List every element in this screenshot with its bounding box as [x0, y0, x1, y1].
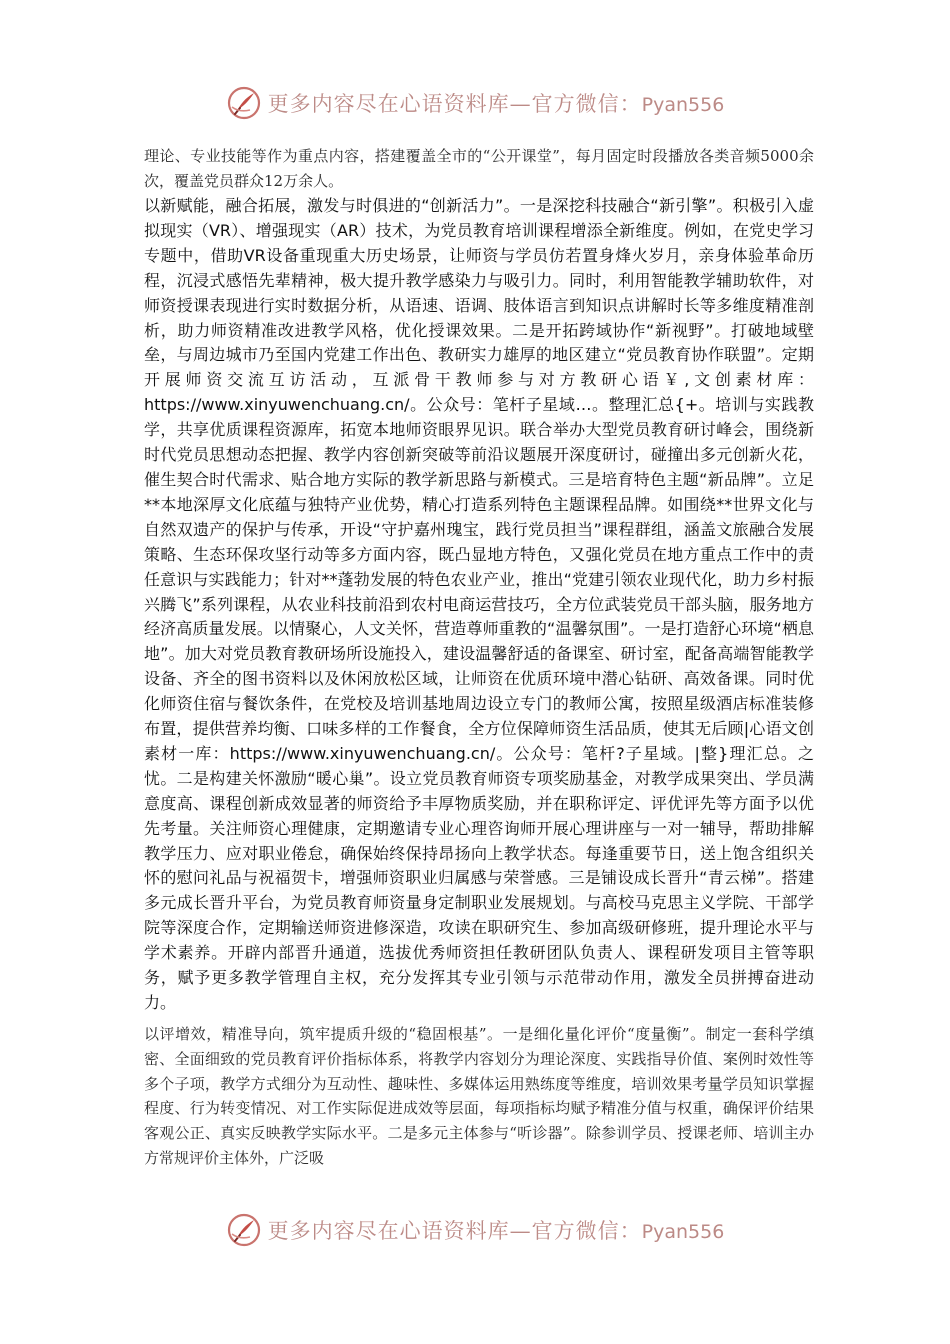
footer-banner [0, 1206, 950, 1254]
banner-title [268, 88, 725, 118]
header-banner [0, 79, 950, 127]
footer-wechat-id: Pyan556 [641, 1221, 725, 1243]
feather-pen-circle-logo-icon [226, 85, 262, 121]
footer-banner-text: 更多内容尽在心语资料库—官方微信： [267, 1219, 642, 1243]
footer-banner-title [268, 1215, 725, 1245]
document-body [144, 144, 814, 1171]
wechat-id: Pyan556 [641, 94, 725, 116]
paragraph-evaluation: 以评增效，精准导向，筑牢提质升级的“稳固根基”。一是细化量化评价“度量衡”。制定一套科学缜密、全面细致的党员教育评价指标体系，将教学内容划分为理论深度、实践指导价值、案例时效性等多个子项，教学方式细分为互动性、趣味性、多媒体运用熟练度等维度，培训效果考量学员知识掌握程度、行为转变情况、对工作实际促进成效等层面，每项指标均赋予精准分值与权重，确保评价结果客观公正、真实反映教学实际水平。二是多元主体参与“听诊器”。除参训学员、授课老师、培训主办方常规评价主体外，广泛吸 [144, 1024, 814, 1167]
banner-text: 更多内容尽在心语资料库—官方微信： [267, 92, 642, 116]
feather-pen-circle-logo-icon [226, 1212, 262, 1248]
paragraph-main: 以新赋能，融合拓展，激发与时俱进的“创新活力”。一是深挖科技融合“新引擎”。积极引入虚拟现实（VR）、增强现实（AR）技术，为党员教育培训课程增添全新维度。例如，在党史学习专题中，借助VR设备重现重大历史场景，让师资与学员仿若置身烽火岁月，亲身体验革命历程，沉浸式感悟先辈精神，极大提升教学感染力与吸引力。同时，利用智能教学辅助软件，对师资授课表现进行实时数据分析，从语速、语调、肢体语言到知识点讲解时长等多维度精准剖析，助力师资精准改进教学风格，优化授课效果。二是开拓跨域协作“新视野”。打破地域壁垒，与周边城市乃至国内党建工作出色、教研实力雄厚的地区建立“党员教育协作联盟”。定期开展师资交流互访活动，互派骨干教师参与对方教研心语￥,文创素材库：https://www.xinyuwenchuang.cn/。公众号：笔杆子星域…。整理汇总{+。培训与实践教学，共享优质课程资源库，拓宽本地师资眼界见识。联合举办大型党员教育研讨峰会，围绕新时代党员思想动态把握、教学内容创新突破等前沿议题展开深度研讨，碰撞出多元创新火花，催生契合时代需求、贴合地方实际的教学新思路与新模式。三是培育特色主题“新品牌”。立足**本地深厚文化底蕴与独特产业优势，精心打造系列特色主题课程品牌。如围绕**世界文化与自然双遗产的保护与传承，开设“守护嘉州瑰宝，践行党员担当”课程群组，涵盖文旅融合发展策略、生态环保攻坚行动等多方面内容，既凸显地方特色，又强化党员在地方重点工作中的责任意识与实践能力；针对**蓬勃发展的特色农业产业，推出“党建引领农业现代化，助力乡村振兴腾飞”系列课程，从农业科技前沿到农村电商运营技巧，全方位武装党员干部头脑，服务地方经济高质量发展。以情聚心，人文关怀，营造尊师重教的“温馨氛围”。一是打造舒心环境“栖息地”。加大对党员教育教研场所设施投入，建设温馨舒适的备课室、研讨室，配备高端智能教学设备、齐全的图书资料以及休闲放松区域，让师资在优质环境中潜心钻研、高效备课。同时优化师资住宿与餐饮条件，在党校及培训基地周边设立专门的教师公寓，按照星级酒店标准装修布置，提供营养均衡、口味多样的工作餐食，全方位保障师资生活品质，使其无后顾|心语文创素材一库：https://www.xinyuwenchuang.cn/。公众号：笔杆?子星域。|整}理汇总。之忧。二是构建关怀激励“暖心巢”。设立党员教育师资专项奖励基金，对教学成果突出、学员满意度高、课程创新成效显著的师资给予丰厚物质奖励，并在职称评定、评优评先等方面予以优先考量。关注师资心理健康，定期邀请专业心理咨询师开展心理讲座与一对一辅导，帮助排解教学压力、应对职业倦怠，确保始终保持昂扬向上教学状态。每逢重要节日，送上饱含组织关怀的慰问礼品与祝福贺卡，增强师资职业归属感与荣誉感。三是铺设成长晋升“青云梯”。搭建多元成长晋升平台，为党员教育师资量身定制职业发展规划。与高校马克思主义学院、干部学院等深度合作，定期输送师资进修深造，攻读在职研究生、参加高级研修班，提升理论水平与学术素养。开辟内部晋升通道，选拔优秀师资担任教研团队负责人、课程研发项目主管等职务，赋予更多教学管理自主权，充分发挥其专业引领与示范带动作用，激发全员拼搏奋进动力。 [144, 196, 814, 1012]
paragraph-intro: 理论、专业技能等作为重点内容，搭建覆盖全市的“公开课堂”，每月固定时段播放各类音频5000余次，覆盖党员群众12万余人。 [144, 147, 814, 190]
